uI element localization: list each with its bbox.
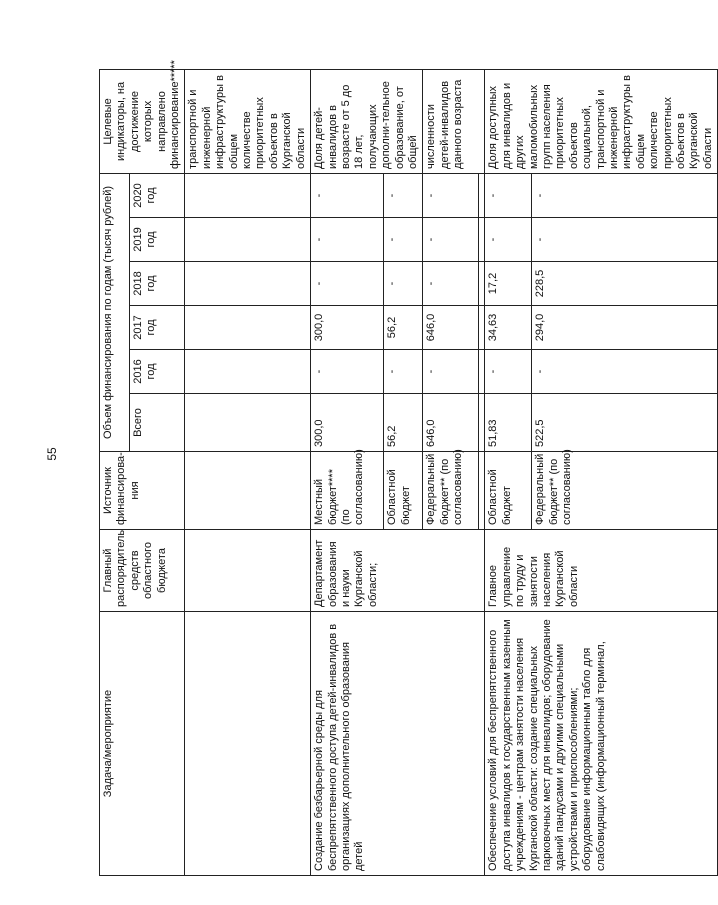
table-row	[485, 69, 532, 875]
block2-source-1: Федеральный бюджет** (по согласованию)	[532, 452, 718, 530]
block2-2019-1: -	[532, 218, 718, 262]
financing-table	[99, 60, 718, 876]
block2-2020-1: -	[532, 173, 718, 217]
block2-2016-0: -	[485, 350, 532, 394]
block2-2018-1: 228,5	[532, 262, 718, 306]
page-number: 55	[45, 447, 59, 461]
block1-2016-2: -	[423, 350, 479, 394]
header-2019: 2019 год	[130, 218, 185, 262]
block1-source-0: Местный бюджет**** (по согласованию)	[311, 452, 384, 530]
block1-total-2: 646,0	[423, 394, 479, 452]
header-2016: 2016 год	[130, 350, 185, 394]
block1-distributor: Департамент образования и науки Курганской области;	[311, 530, 485, 612]
block1-total-1: 56,2	[384, 394, 423, 452]
cont-cell	[185, 173, 311, 217]
header-2020: 2020 год	[130, 173, 185, 217]
cont-cell	[185, 394, 311, 452]
block1-2018-1: -	[384, 262, 423, 306]
block1-2019-0: -	[311, 218, 384, 262]
header-2018: 2018 год	[130, 262, 185, 306]
cont-cell	[185, 306, 311, 350]
cont-source	[185, 452, 311, 530]
block1-2019-2: -	[423, 218, 479, 262]
block2-distributor: Главное управление по труду и занятости населения Курганской области	[485, 530, 718, 612]
table-row	[311, 69, 384, 875]
header-2017: 2017 год	[130, 306, 185, 350]
block1-total-0: 300,0	[311, 394, 384, 452]
block1-indicator-b: численности детей-инвалидов данного возраста	[423, 69, 485, 173]
block2-total-0: 51,83	[485, 394, 532, 452]
header-row-1	[100, 69, 130, 875]
cont-distributor	[185, 530, 311, 612]
cont-cell	[185, 262, 311, 306]
block1-indicator-a: Доля детей-инвалидов в возрасте от 5 до 18 лет, получающих дополни-тельное образование, от общей	[311, 69, 423, 173]
block1-2020-2: -	[423, 173, 479, 217]
block2-source-0: Областной бюджет	[485, 452, 532, 530]
cont-cell	[185, 218, 311, 262]
block2-total-1: 522,5	[532, 394, 718, 452]
block2-task: Обеспечение условий для беспрепятственного доступа инвалидов к государственным казенным учреждениям - центрам занятости населения Курганской области: создание специальных парковочных мест для инвалидов; оборудование зданий пандусами и другими специальными устройствами и приспособлениями; оборудование информационным табло для слабовидящих (информационный терминал,	[485, 612, 718, 876]
header-indicators: Целевые индикаторы, на достижение которых направлено финансирование*****	[100, 69, 185, 173]
block1-source-2: Федеральный бюджет** (по согласованию)	[423, 452, 479, 530]
header-source: Источник финансирова-ния	[100, 452, 185, 530]
block1-2018-2: -	[423, 262, 479, 306]
block2-2020-0: -	[485, 173, 532, 217]
block2-2019-0: -	[485, 218, 532, 262]
block1-2016-0: -	[311, 350, 384, 394]
cont-indicator: транспортной и инженерной инфраструктуры в общем количестве приоритетных объектов в Курганской области	[185, 69, 311, 173]
block1-source-1: Областной бюджет	[384, 452, 423, 530]
header-total: Всего	[130, 394, 185, 452]
block2-indicator: Доля доступных для инвалидов и других маломобильных групп населения приоритетных объектов социальной, транспортной и инженерной инфраструктуры в общем количестве приоритетных объектов в Курганской области	[485, 69, 718, 173]
rotated-table-wrapper	[99, 60, 714, 876]
block2-2016-1: -	[532, 350, 718, 394]
block1-2016-1: -	[384, 350, 423, 394]
block1-2017-1: 56,2	[384, 306, 423, 350]
block1-2020-1: -	[384, 173, 423, 217]
block1-2019-1: -	[384, 218, 423, 262]
block2-2017-0: 34,63	[485, 306, 532, 350]
block2-2017-1: 294,0	[532, 306, 718, 350]
continuation-row	[185, 69, 311, 875]
block1-2020-0: -	[311, 173, 384, 217]
block2-2018-0: 17,2	[485, 262, 532, 306]
block1-2017-0: 300,0	[311, 306, 384, 350]
header-task: Задача/мероприятие	[100, 612, 185, 876]
block1-task: Создание безбарьерной среды для беспрепятственного доступа детей-инвалидов в организациях дополнительного образования детей	[311, 612, 485, 876]
block1-2017-2: 646,0	[423, 306, 479, 350]
cont-cell	[185, 350, 311, 394]
header-distributor: Главный распорядитель средств областного бюджета	[100, 530, 185, 612]
cont-task	[185, 612, 311, 876]
block1-2018-0: -	[311, 262, 384, 306]
header-volume: Объем финансирования по годам (тысяч рублей)	[100, 173, 130, 451]
